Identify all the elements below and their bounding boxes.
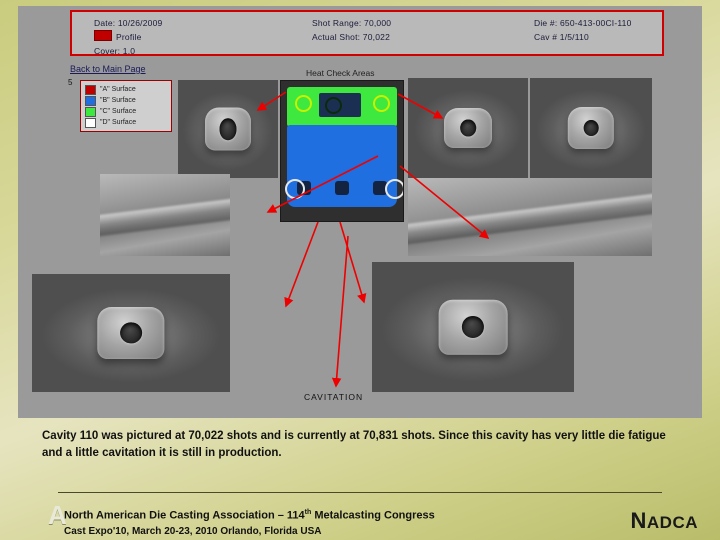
info-cover: Cover: 1.0 [94, 46, 136, 56]
legend-swatch-a [85, 85, 96, 95]
die-photo-bottom-left [32, 274, 230, 392]
legend-label-b: "B" Surface [100, 97, 136, 104]
footer-line1-sup: th [304, 509, 312, 516]
footer-text-block [64, 505, 435, 540]
legend-number: 5 [68, 78, 73, 87]
footer-line1-pre: North American Die Casting Association – 114 [64, 509, 305, 522]
info-actual-shot: Actual Shot: 70,022 [312, 32, 390, 42]
heat-check-circle-center [325, 97, 342, 114]
info-date: Date: 10/26/2009 [94, 18, 163, 28]
legend-swatch-c [85, 107, 96, 117]
cad-tab-center [335, 181, 349, 195]
legend-swatch-d [85, 118, 96, 128]
die-photo-top-left [178, 80, 278, 178]
heat-check-circle-left [295, 95, 312, 112]
profile-color-chip [94, 30, 112, 41]
info-column-die [534, 16, 632, 44]
footer-logo-letter: A [48, 500, 66, 530]
nadca-brand-rest: ADCA [646, 513, 698, 532]
legend-label-c: "C" Surface [100, 108, 137, 115]
legend-item [85, 106, 167, 117]
footer-divider [58, 492, 662, 493]
back-to-main-page-link[interactable]: Back to Main Page [70, 64, 146, 74]
info-die-number: Die #: 650-413-00CI-110 [534, 18, 632, 28]
legend-item [85, 95, 167, 106]
boss-hole [120, 322, 142, 343]
cavitation-label: CAVITATION [304, 392, 364, 402]
info-column-shots [312, 16, 391, 44]
heat-check-areas-label: Heat Check Areas [306, 68, 375, 78]
cavitation-ring-right [385, 179, 404, 199]
die-info-box [70, 10, 664, 56]
legend-item [85, 84, 167, 95]
legend-item [85, 117, 167, 128]
surface-legend [80, 80, 172, 132]
footer-line1-post: Metalcasting Congress [311, 509, 435, 522]
footer-line-2: Cast Expo'10, March 20-23, 2010 Orlando, Florida USA [64, 525, 322, 537]
legend-label-a: "A" Surface [100, 86, 136, 93]
legend-swatch-b [85, 96, 96, 106]
boss-hole [584, 120, 599, 136]
info-shot-range: Shot Range: 70,000 [312, 18, 392, 28]
die-photo-mid-left [100, 174, 230, 256]
legend-label-d: "D" Surface [100, 119, 137, 126]
info-profile: Profile [94, 30, 162, 44]
nadca-brand-n: N [630, 508, 647, 533]
cavitation-ring-left [285, 179, 305, 199]
die-photo-mid-right [408, 178, 652, 256]
slide-image-panel [18, 6, 702, 418]
die-photo-top-right-1 [408, 78, 528, 178]
slide-caption: Cavity 110 was pictured at 70,022 shots and is currently at 70,831 shots. Since this cavity has very little die fatigue and a little cavitation it is still in production. [42, 430, 666, 459]
die-photo-bottom-center [372, 262, 574, 392]
nadca-brand [631, 508, 699, 534]
die-photo-top-right-2 [530, 78, 652, 178]
heat-check-circle-right [373, 95, 390, 112]
boss-hole [460, 120, 476, 137]
info-column-date [94, 16, 162, 58]
footer-line-1 [64, 505, 435, 524]
cad-heat-check-diagram [280, 80, 404, 222]
boss-hole [220, 118, 237, 140]
info-cavity-number: Cav # 1/5/110 [534, 32, 589, 42]
